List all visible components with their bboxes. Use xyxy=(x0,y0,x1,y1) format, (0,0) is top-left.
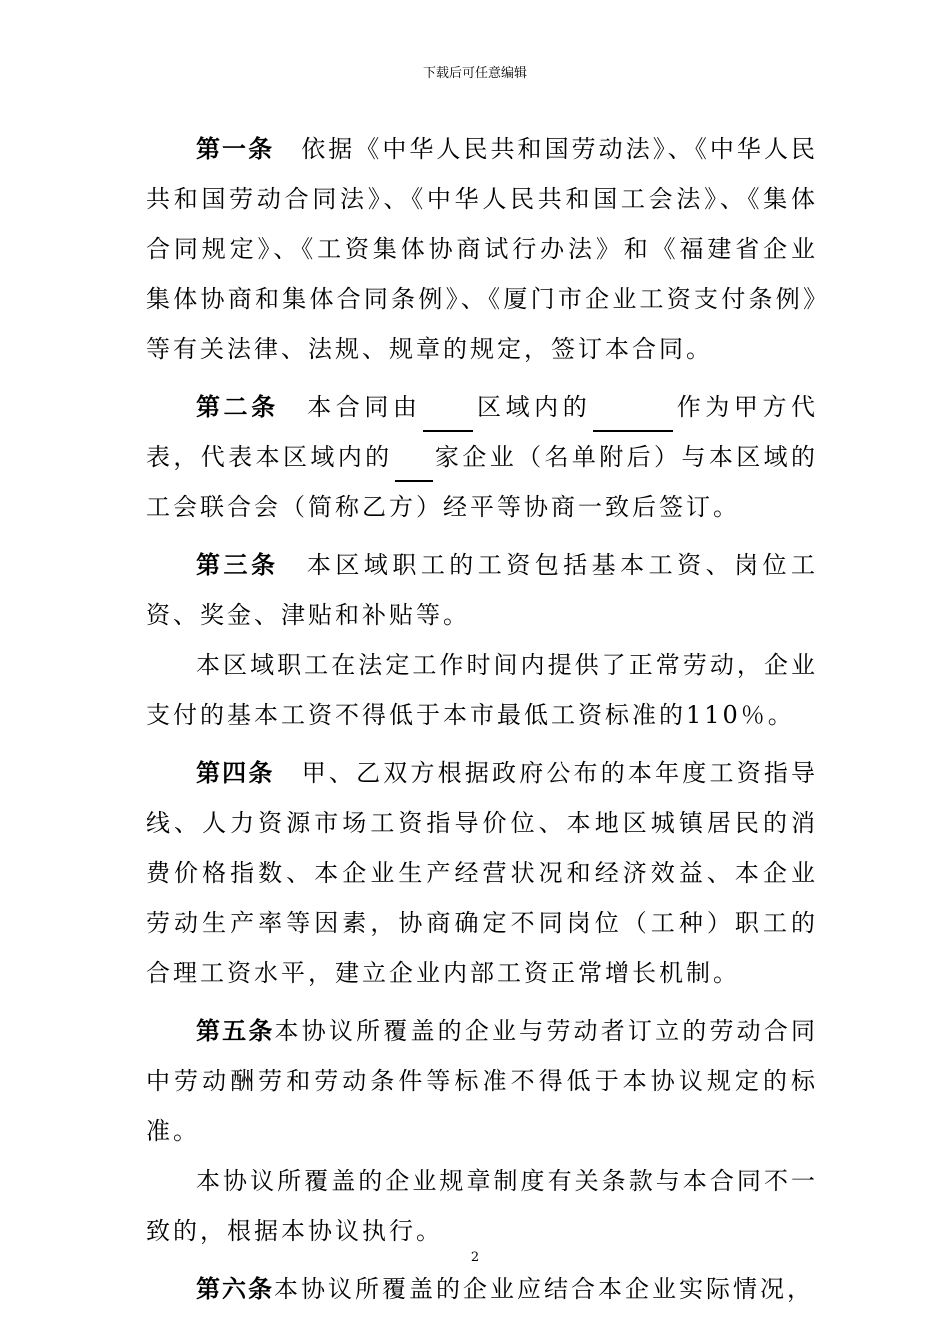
fill-in-blank-region[interactable] xyxy=(423,400,473,432)
article-6-heading: 第六条 xyxy=(196,1275,274,1303)
article-3-text: 本区域职工的工资包括基本工资、岗位工资、奖金、津贴和补贴等。 xyxy=(146,551,819,629)
article-4-heading: 第四条 xyxy=(196,759,275,787)
article-2-text-d: 家企业（名单附后）与本区域的工会联合会（简称乙方）经平等协商一致后签订。 xyxy=(146,443,819,521)
page-number: 2 xyxy=(470,1250,480,1265)
article-6 xyxy=(146,1264,818,1314)
article-4-text: 甲、乙双方根据政府公布的本年度工资指导线、人力资源市场工资指导价位、本地区城镇居民的消费价格指数、本企业生产经营状况和经济效益、本企业劳动生产率等因素，协商确定不同岗位（工种）职工的合理工资水平，建立企业内部工资正常增长机制。 xyxy=(146,759,819,987)
article-2-text-b: 区域内的 xyxy=(475,393,592,421)
article-2-text-a: 本合同由 xyxy=(307,393,422,421)
article-1 xyxy=(146,124,818,374)
article-5-heading: 第五条 xyxy=(196,1017,275,1045)
article-2-text-c: 作为甲方代表，代表本区域内的 xyxy=(146,393,819,471)
page-header: 下载后可任意编辑 xyxy=(422,66,527,81)
article-1-heading: 第一条 xyxy=(196,135,275,163)
article-5-text: 本协议所覆盖的企业与劳动者订立的劳动合同中劳动酬劳和劳动条件等标准不得低于本协议规定的标准。 xyxy=(146,1017,818,1145)
article-3-continuation: 本区域职工在法定工作时间内提供了正常劳动，企业支付的基本工资不得低于本市最低工资标准的110％。 xyxy=(146,651,818,729)
document-body xyxy=(146,124,818,1314)
fill-in-blank-count[interactable] xyxy=(395,450,433,482)
article-2-heading: 第二条 xyxy=(196,393,279,421)
article-3 xyxy=(146,540,818,640)
article-3-heading: 第三条 xyxy=(196,551,279,579)
article-1-text: 依据《中华人民共和国劳动法》、《中华人民共和国劳动合同法》、《中华人民共和国工会法》、《集体合同规定》、《工资集体协商试行办法》和《福建省企业集体协商和集体合同条例》、《厦门市企业工资支付条例》等有关法律、法规、规章的规定，签订本合同。 xyxy=(146,135,819,363)
article-6-text: 本协议所覆盖的企业应结合本企业实际情况， xyxy=(274,1275,814,1303)
article-5-continuation: 本协议所覆盖的企业规章制度有关条款与本合同不一致的，根据本协议执行。 xyxy=(146,1167,818,1245)
fill-in-blank-party-a[interactable] xyxy=(593,400,673,432)
article-2 xyxy=(146,382,818,532)
article-5 xyxy=(146,1006,818,1156)
article-4 xyxy=(146,748,818,998)
